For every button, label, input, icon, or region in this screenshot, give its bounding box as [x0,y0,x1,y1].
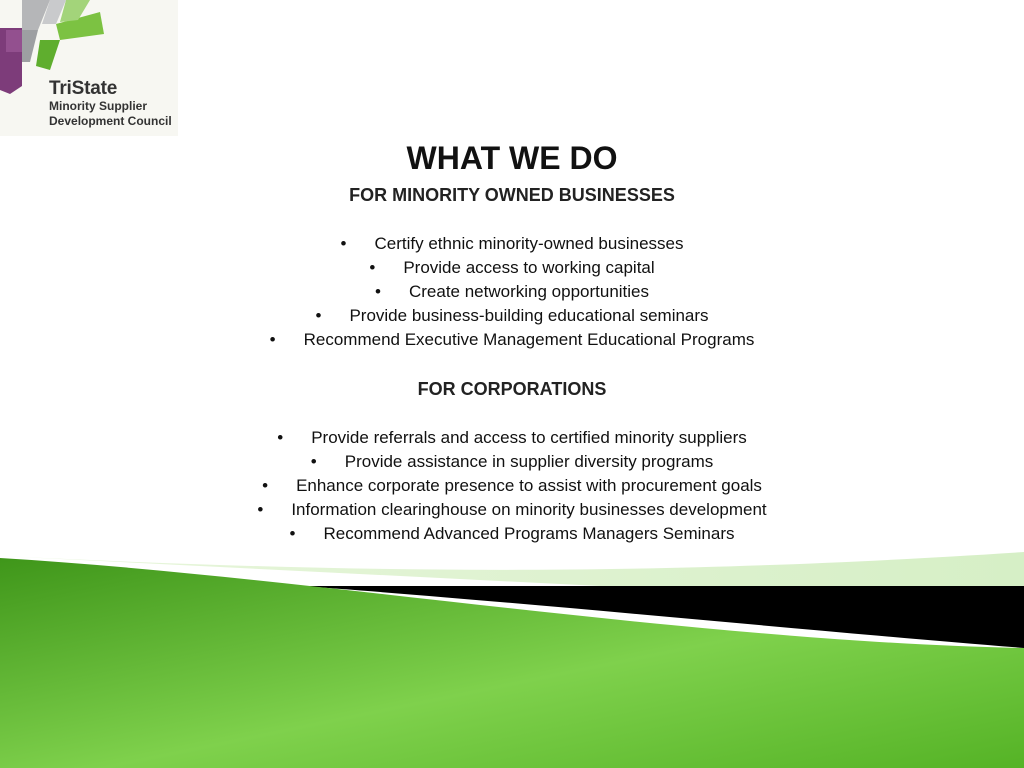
bullet-icon: • [369,258,376,277]
decorative-green-wave [0,540,1024,768]
logo-line1: Minority Supplier [49,99,148,113]
list-item: • Recommend Executive Management Educational Programs [0,328,1024,352]
list-item: • Provide business-building educational seminars [0,304,1024,328]
list-item: • Certify ethnic minority-owned businesses [0,232,1024,256]
section-heading-corporations: FOR CORPORATIONS [417,379,607,399]
bullet-icon: • [315,306,322,325]
bullet-icon: • [340,234,347,253]
bullet-icon: • [262,476,269,495]
bullet-icon: • [269,330,276,349]
list-item: • Information clearinghouse on minority businesses development [0,498,1024,522]
list-item: • Provide access to working capital [0,256,1024,280]
corporations-list [0,426,1024,546]
logo-brand: TriState [49,78,118,99]
list-item: • Create networking opportunities [0,280,1024,304]
bullet-icon: • [374,282,381,301]
list-item: • Provide referrals and access to certified minority suppliers [0,426,1024,450]
bullet-icon: • [289,524,296,543]
bullet-icon: • [257,500,264,519]
section-heading-businesses: FOR MINORITY OWNED BUSINESSES [349,185,675,205]
bullet-icon: • [277,428,284,447]
slide-content [0,138,1024,546]
page-title: WHAT WE DO [406,140,618,176]
logo-line2: Development Council [49,114,172,128]
logo [0,0,178,136]
bullet-icon: • [310,452,317,471]
list-item: • Enhance corporate presence to assist with procurement goals [0,474,1024,498]
list-item: • Provide assistance in supplier diversity programs [0,450,1024,474]
businesses-list [0,232,1024,352]
list-item: • Recommend Advanced Programs Managers Seminars [0,522,1024,546]
